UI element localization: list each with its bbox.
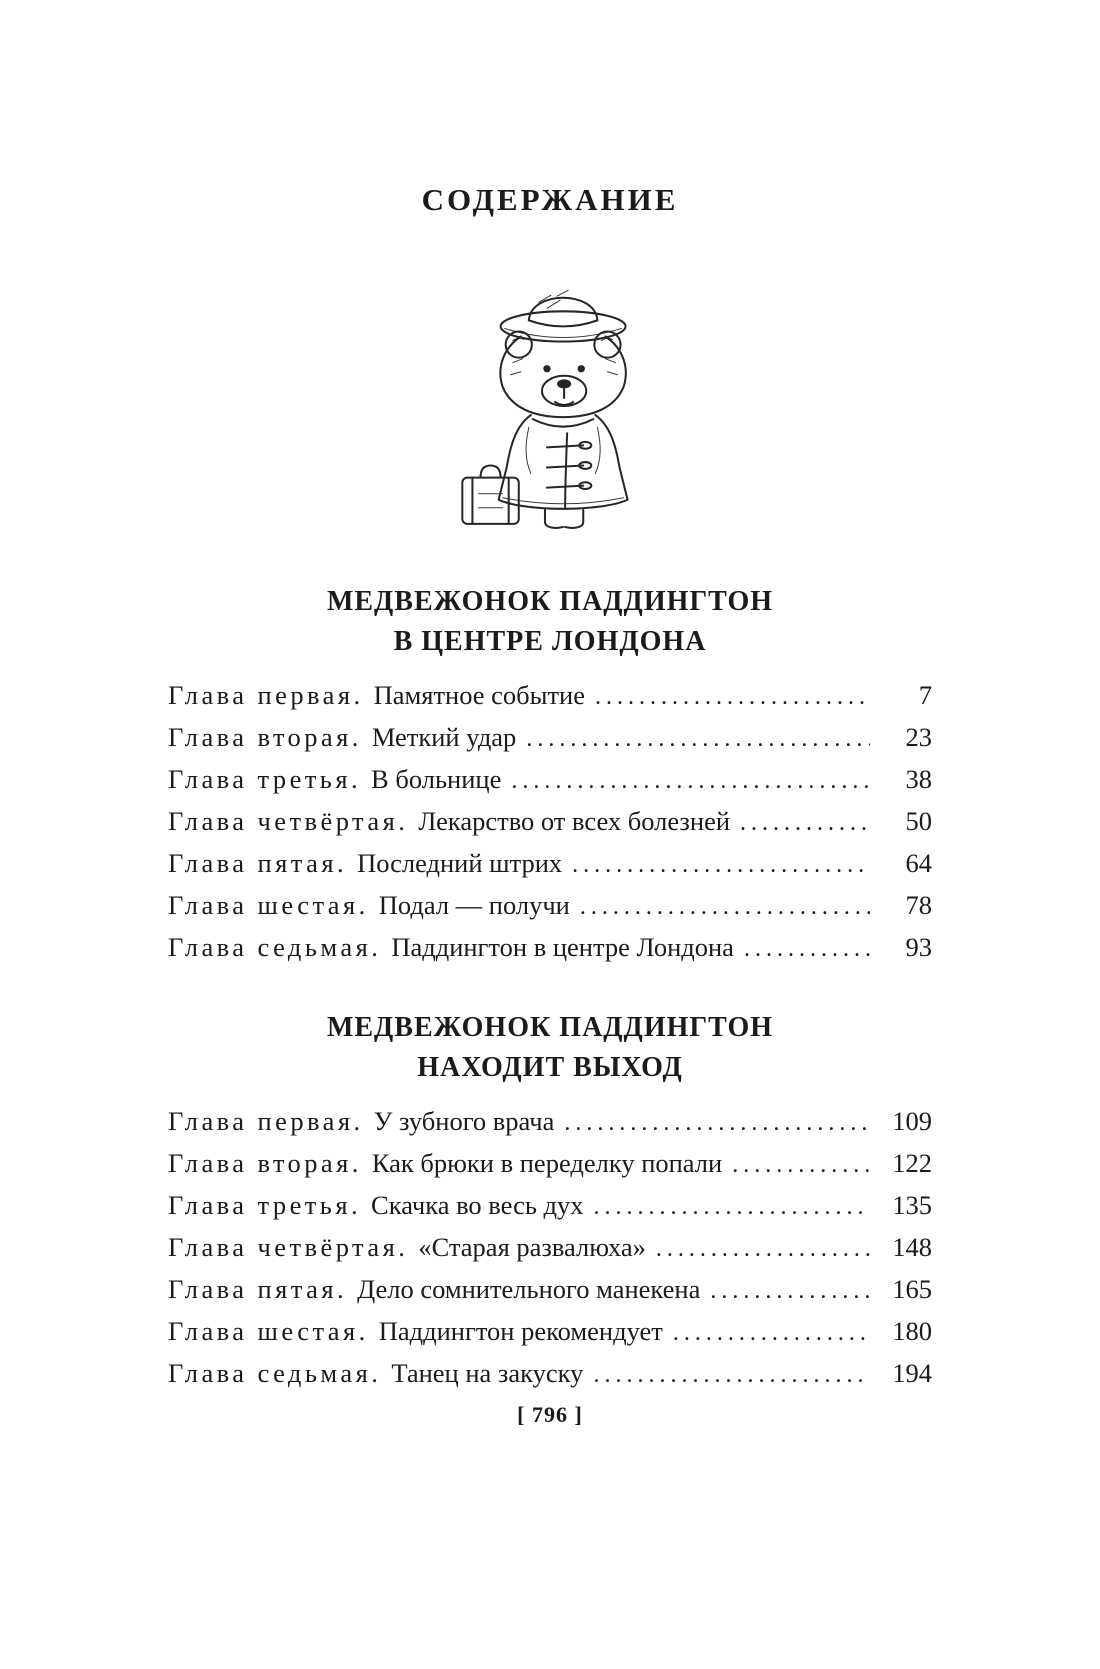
toc-entry xyxy=(168,1100,932,1142)
dot-leader xyxy=(744,926,870,968)
toc-entry xyxy=(168,758,932,800)
chapter-label: Глава первая. xyxy=(168,1106,364,1136)
chapter-page-number: 165 xyxy=(892,1274,932,1304)
chapter-label: Глава четвёртая. xyxy=(168,1232,409,1262)
chapter-title: Паддингтон рекомендует xyxy=(378,1316,663,1346)
chapter-title: Дело сомнительного манекена xyxy=(357,1274,701,1304)
dot-leader xyxy=(595,674,870,716)
chapter-page-number: 64 xyxy=(905,848,932,878)
toc-entry xyxy=(168,674,932,716)
dot-leader xyxy=(740,800,870,842)
chapter-label: Глава третья. xyxy=(168,1190,362,1220)
section-heading-line: МЕДВЕЖОНОК ПАДДИНГТОН xyxy=(326,1012,774,1043)
chapter-page-number: 122 xyxy=(892,1148,932,1178)
paddington-illustration xyxy=(430,268,670,536)
dot-leader xyxy=(572,842,870,884)
chapter-label: Глава седьмая. xyxy=(168,932,382,962)
toc-entry xyxy=(168,926,932,968)
toc-entry xyxy=(168,1268,932,1310)
chapter-title: В больнице xyxy=(371,764,502,794)
chapter-title: Лекарство от всех болезней xyxy=(418,806,731,836)
chapter-label: Глава вторая. xyxy=(168,1148,362,1178)
toc-entry xyxy=(168,842,932,884)
chapter-title: Танец на закуску xyxy=(391,1358,584,1388)
chapter-title: Памятное событие xyxy=(373,680,585,710)
chapter-page-number: 109 xyxy=(892,1106,932,1136)
chapter-title: У зубного врача xyxy=(373,1106,555,1136)
chapter-page-number: 50 xyxy=(905,806,932,836)
chapter-title: «Старая развалюха» xyxy=(418,1232,646,1262)
chapter-label: Глава седьмая. xyxy=(168,1358,382,1388)
chapter-page-number: 78 xyxy=(905,890,932,920)
toc-entry xyxy=(168,884,932,926)
chapter-title: Паддингтон в центре Лондона xyxy=(391,932,734,962)
chapter-page-number: 7 xyxy=(918,680,932,710)
toc-section-1 xyxy=(168,674,932,968)
chapter-label: Глава шестая. xyxy=(168,1316,369,1346)
page-title: СОДЕРЖАНИЕ xyxy=(421,182,679,217)
dot-leader xyxy=(526,716,870,758)
dot-leader xyxy=(564,1100,870,1142)
dot-leader xyxy=(511,758,870,800)
dot-leader xyxy=(593,1352,870,1394)
chapter-label: Глава шестая. xyxy=(168,890,369,920)
toc-section-2 xyxy=(168,1100,932,1394)
paddington-bear-icon xyxy=(434,270,666,534)
chapter-page-number: 23 xyxy=(905,722,932,752)
chapter-title: Как брюки в переделку попали xyxy=(371,1148,723,1178)
chapter-label: Глава первая. xyxy=(168,680,364,710)
toc-entry xyxy=(168,1142,932,1184)
dot-leader xyxy=(710,1268,870,1310)
dot-leader xyxy=(656,1226,870,1268)
section-heading-line: В ЦЕНТРЕ ЛОНДОНА xyxy=(393,626,707,657)
section-heading-line: МЕДВЕЖОНОК ПАДДИНГТОН xyxy=(326,586,774,617)
chapter-label: Глава пятая. xyxy=(168,1274,348,1304)
toc-entry xyxy=(168,716,932,758)
dot-leader xyxy=(580,884,870,926)
chapter-page-number: 38 xyxy=(905,764,932,794)
chapter-page-number: 93 xyxy=(905,932,932,962)
section-heading-1 xyxy=(0,582,1100,662)
chapter-title: Последний штрих xyxy=(357,848,563,878)
toc-entry xyxy=(168,1226,932,1268)
chapter-title: Меткий удар xyxy=(371,722,517,752)
dot-leader xyxy=(732,1142,870,1184)
toc-entry xyxy=(168,800,932,842)
chapter-title: Подал — получи xyxy=(378,890,570,920)
toc-entry xyxy=(168,1184,932,1226)
dot-leader xyxy=(594,1184,870,1226)
chapter-page-number: 180 xyxy=(892,1316,932,1346)
chapter-label: Глава четвёртая. xyxy=(168,806,409,836)
chapter-page-number: 135 xyxy=(892,1190,932,1220)
page-number-footer: [ 796 ] xyxy=(517,1402,583,1427)
chapter-page-number: 194 xyxy=(892,1358,932,1388)
chapter-label: Глава третья. xyxy=(168,764,362,794)
chapter-label: Глава вторая. xyxy=(168,722,362,752)
dot-leader xyxy=(673,1310,870,1352)
chapter-title: Скачка во весь дух xyxy=(371,1190,584,1220)
toc-entry xyxy=(168,1352,932,1394)
section-heading-line: НАХОДИТ ВЫХОД xyxy=(417,1052,683,1083)
chapter-page-number: 148 xyxy=(892,1232,932,1262)
toc-entry xyxy=(168,1310,932,1352)
section-heading-2 xyxy=(0,1008,1100,1088)
chapter-label: Глава пятая. xyxy=(168,848,348,878)
